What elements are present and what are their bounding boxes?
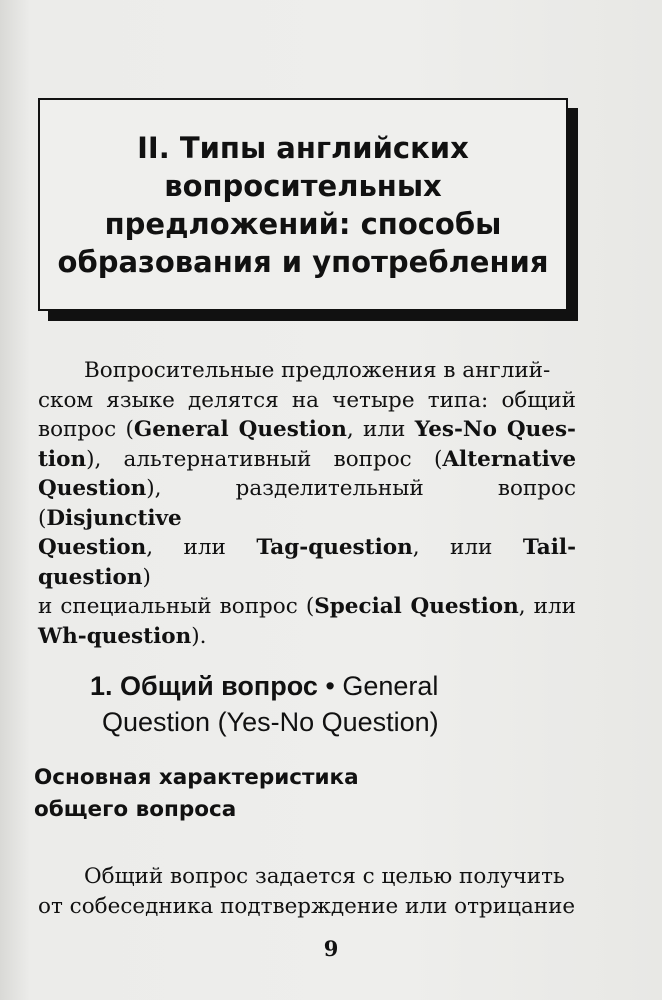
section-separator: • — [325, 671, 335, 701]
intro-term: Disjunctive — [46, 505, 182, 531]
intro-text: вопрос ( — [38, 417, 134, 442]
intro-line — [38, 356, 576, 386]
intro-text: ) — [142, 564, 151, 590]
intro-line — [38, 415, 576, 445]
intro-text: , или — [146, 535, 257, 560]
intro-line — [38, 622, 576, 652]
chapter-title-box — [38, 98, 568, 311]
subsection-heading-line: общего вопроса — [34, 797, 237, 822]
page-number: 9 — [323, 936, 339, 961]
chapter-title-line: вопросительных — [164, 168, 442, 203]
intro-term: Tail-question — [38, 535, 576, 590]
intro-line — [38, 533, 576, 592]
chapter-title-line: II. Типы английских — [137, 130, 469, 165]
section-heading — [90, 668, 580, 740]
intro-line — [38, 592, 576, 622]
intro-term: Question — [38, 535, 147, 560]
section-english-title-part2: Question (Yes-No Question) — [102, 707, 439, 737]
subsection-heading — [34, 762, 554, 826]
intro-term: tion — [38, 446, 87, 472]
section-heading-line — [90, 668, 580, 704]
intro-text: Вопросительные предложения в англий- — [84, 358, 551, 383]
intro-text: , или — [518, 594, 576, 619]
body-line: Общий вопрос задается с целью получить — [84, 864, 565, 889]
intro-line — [38, 386, 576, 416]
section-number-title: 1. Общий вопрос — [90, 671, 318, 701]
chapter-title — [48, 129, 559, 281]
intro-text: ). — [191, 623, 207, 649]
body-line: от собеседника подтверждение или отрицание — [38, 893, 576, 919]
intro-term: General Question — [133, 417, 347, 442]
body-paragraph — [38, 862, 576, 921]
section-english-title-part1: General — [342, 671, 439, 701]
intro-line — [38, 445, 576, 475]
intro-term: Question — [38, 476, 147, 501]
intro-term: Special Question — [314, 594, 519, 619]
intro-text: , или — [412, 535, 523, 560]
chapter-title-line: образования и употребления — [57, 244, 549, 279]
intro-text: ), альтернативный вопрос ( — [86, 446, 443, 472]
intro-term: Alternative — [442, 446, 576, 472]
intro-term: Wh-question — [38, 623, 192, 649]
intro-text: и специальный вопрос ( — [38, 594, 315, 619]
intro-text: ), разделительный вопрос ( — [38, 476, 576, 531]
intro-term: Tag-question — [256, 535, 413, 560]
intro-text: ском языке делятся на четыре типа: общий — [38, 387, 576, 413]
subsection-heading-line: Основная характеристика — [34, 765, 359, 790]
intro-line — [38, 474, 576, 533]
intro-text: , или — [346, 417, 415, 442]
chapter-title-line: предложений: способы — [104, 206, 502, 241]
intro-paragraph — [38, 356, 576, 651]
intro-term: Yes-No Ques- — [414, 417, 576, 442]
